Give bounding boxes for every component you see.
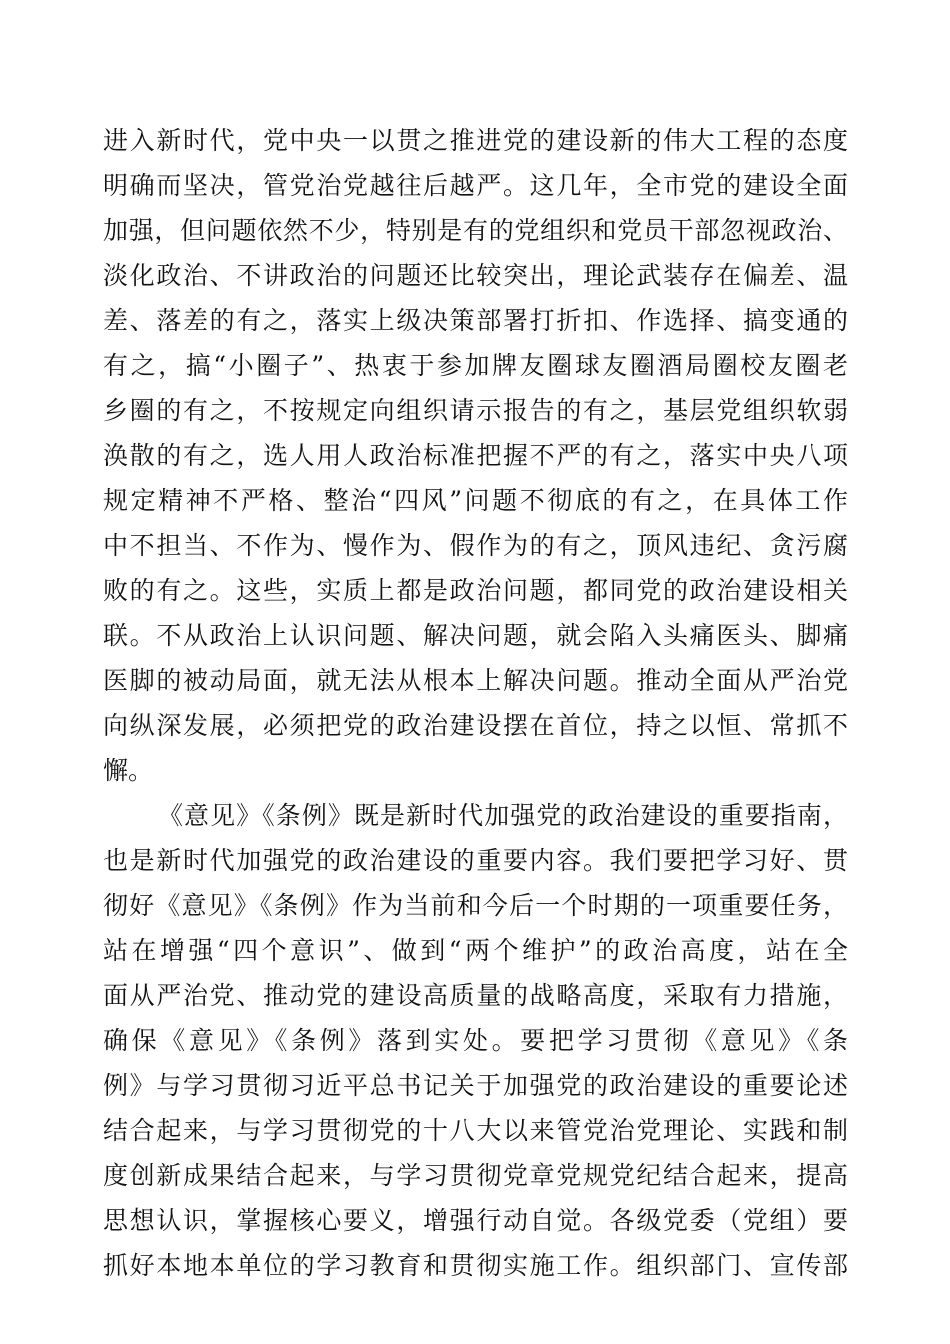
text-line: 规定精神不严格、整治“四风”问题不彻底的有之，在具体工作 xyxy=(103,486,848,515)
text-line: 中不担当、不作为、慢作为、假作为的有之，顶风违纪、贪污腐 xyxy=(103,531,848,560)
text-line: 站在增强“四个意识”、做到“两个维护”的政治高度，站在全 xyxy=(103,936,848,965)
text-line: 进入新时代，党中央一以贯之推进党的建设新的伟大工程的态度 xyxy=(103,126,848,155)
text-line: 败的有之。这些，实质上都是政治问题，都同党的政治建设相关 xyxy=(103,576,848,605)
text-line: 涣散的有之，选人用人政治标准把握不严的有之，落实中央八项 xyxy=(103,441,848,470)
text-line: 医脚的被动局面，就无法从根本上解决问题。推动全面从严治党 xyxy=(103,666,848,695)
text-line: 《意见》《条例》既是新时代加强党的政治建设的重要指南， xyxy=(158,801,848,830)
text-line: 联。不从政治上认识问题、解决问题，就会陷入头痛医头、脚痛 xyxy=(103,621,848,650)
text-line: 淡化政治、不讲政治的问题还比较突出，理论武装存在偏差、温 xyxy=(103,261,848,290)
text-line: 思想认识，掌握核心要义，增强行动自觉。各级党委（党组）要 xyxy=(103,1206,848,1235)
text-line: 有之，搞“小圈子”、热衷于参加牌友圈球友圈酒局圈校友圈老 xyxy=(103,351,848,380)
paragraph-1 xyxy=(103,118,848,793)
paragraph-2 xyxy=(103,793,848,1288)
text-line: 例》与学习贯彻习近平总书记关于加强党的政治建设的重要论述 xyxy=(103,1071,848,1100)
text-line: 结合起来，与学习贯彻党的十八大以来管党治党理论、实践和制 xyxy=(103,1116,848,1145)
text-line: 差、落差的有之，落实上级决策部署打折扣、作选择、搞变通的 xyxy=(103,306,848,335)
text-line: 彻好《意见》《条例》作为当前和今后一个时期的一项重要任务， xyxy=(103,891,848,920)
text-line: 乡圈的有之，不按规定向组织请示报告的有之，基层党组织软弱 xyxy=(103,396,848,425)
text-line: 加强，但问题依然不少，特别是有的党组织和党员干部忽视政治、 xyxy=(103,216,848,245)
text-line: 向纵深发展，必须把党的政治建设摆在首位，持之以恒、常抓不 xyxy=(103,711,848,740)
text-line: 确保《意见》《条例》落到实处。要把学习贯彻《意见》《条 xyxy=(103,1026,848,1055)
text-line: 面从严治党、推动党的建设高质量的战略高度，采取有力措施， xyxy=(103,981,848,1010)
text-line: 懈。 xyxy=(103,756,154,785)
text-line: 度创新成果结合起来，与学习贯彻党章党规党纪结合起来，提高 xyxy=(103,1161,848,1190)
text-line: 也是新时代加强党的政治建设的重要内容。我们要把学习好、贯 xyxy=(103,846,848,875)
text-line: 明确而坚决，管党治党越往后越严。这几年，全市党的建设全面 xyxy=(103,171,848,200)
text-line: 抓好本地本单位的学习教育和贯彻实施工作。组织部门、宣传部 xyxy=(103,1251,848,1280)
